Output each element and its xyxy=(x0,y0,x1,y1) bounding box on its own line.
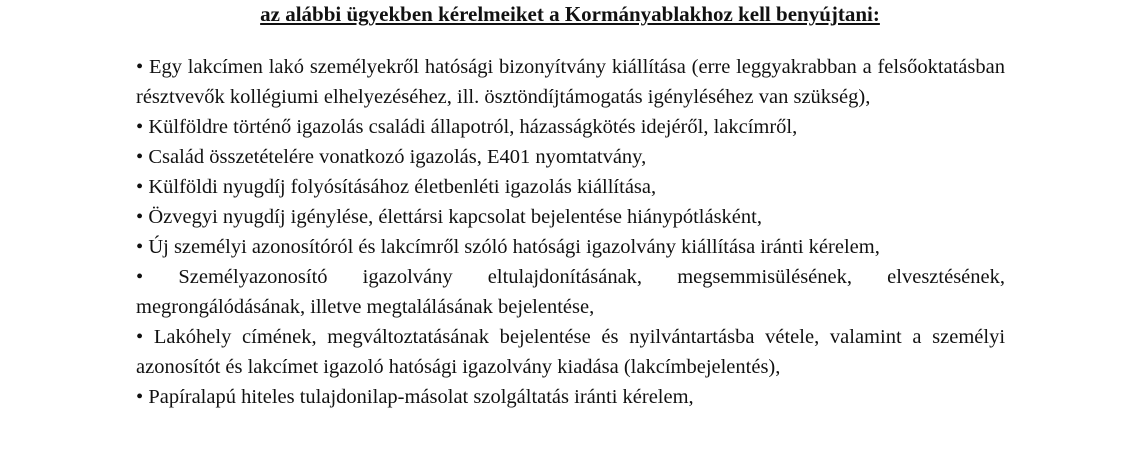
bullet: • xyxy=(136,176,144,198)
list-item xyxy=(136,172,1005,202)
bullet: • xyxy=(136,236,144,258)
list-item xyxy=(136,262,1005,322)
list-item-text: Személyazonosító igazolvány eltulajdonításának, megsemmisülésének, elvesztésének, megrongálódásának, illetve megtalálásának bejelentése, xyxy=(136,266,1005,318)
bullet: • xyxy=(136,146,144,168)
list-item-text: Özvegyi nyugdíj igénylése, élettársi kapcsolat bejelentése hiánypótlásként, xyxy=(148,206,762,228)
list-item xyxy=(136,322,1005,382)
list-item-text: Külföldi nyugdíj folyósításához életbenléti igazolás kiállítása, xyxy=(148,176,657,198)
list-item-text: Család összetételére vonatkozó igazolás, E401 nyomtatvány, xyxy=(148,146,647,168)
list-item-text: Új személyi azonosítóról és lakcímről szóló hatósági igazolvány kiállítása iránti kérelem, xyxy=(148,236,880,258)
bullet: • xyxy=(136,386,144,408)
list-item xyxy=(136,382,1005,412)
request-list xyxy=(136,52,1005,412)
list-item xyxy=(136,232,1005,262)
list-item-text: Külföldre történő igazolás családi állapotról, házasságkötés idejéről, lakcímről, xyxy=(148,116,798,138)
list-item xyxy=(136,142,1005,172)
list-item-text: Lakóhely címének, megváltoztatásának bejelentése és nyilvántartásba vétele, valamint a személyi azonosítót és lakcímet igazoló hatósági igazolvány kiadása (lakcímbejelentés), xyxy=(136,326,1006,378)
list-item xyxy=(136,112,1005,142)
list-item-text: Egy lakcímen lakó személyekről hatósági bizonyítvány kiállítása (erre leggyakrabban a felsőoktatásban résztvevők kollégiumi elhelyezéséhez, ill. ösztöndíjtámogatás igényléséhez van szükség), xyxy=(136,56,1005,108)
list-item xyxy=(136,202,1005,232)
bullet: • xyxy=(136,56,144,78)
bullet: • xyxy=(136,326,144,348)
list-item xyxy=(136,52,1005,112)
bullet: • xyxy=(136,266,144,288)
section-heading: az alábbi ügyekben kérelmeiket a Kormányablakhoz kell benyújtani: xyxy=(260,2,880,26)
list-item-text: Papíralapú hiteles tulajdonilap-másolat szolgáltatás iránti kérelem, xyxy=(148,386,694,408)
bullet: • xyxy=(136,206,144,228)
bullet: • xyxy=(136,116,144,138)
